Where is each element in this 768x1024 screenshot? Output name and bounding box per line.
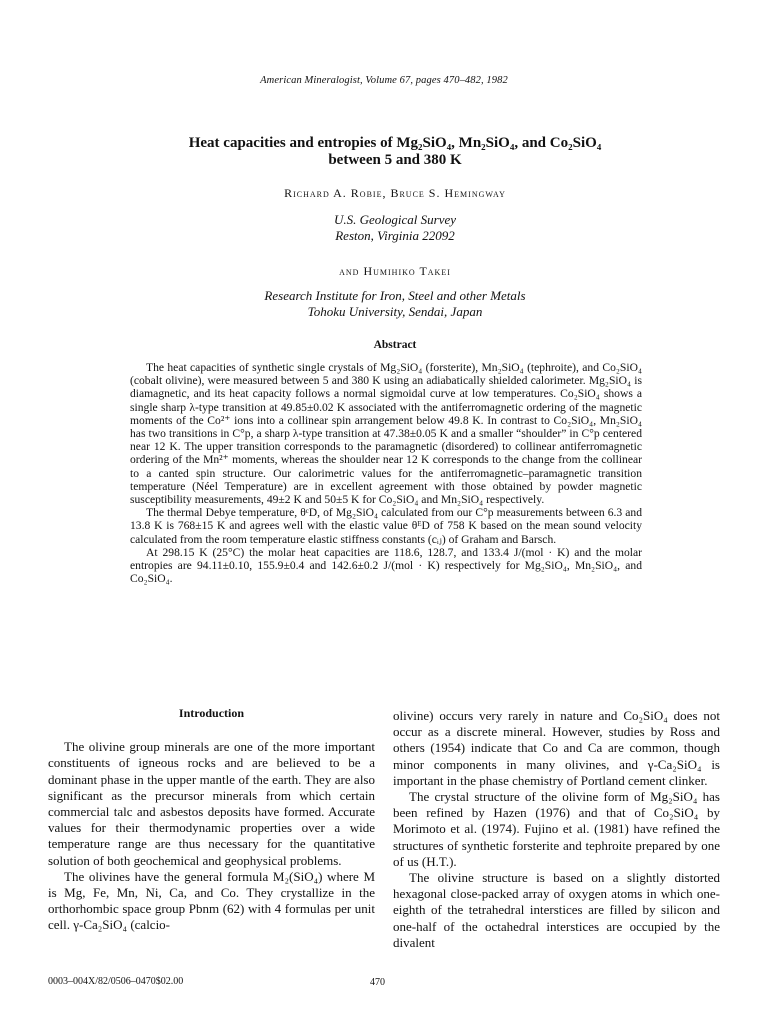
body-paragraph: olivine) occurs very rarely in nature and Co₂SiO₄ does not occur as a discrete mineral. However, studies by Ross and others (1954) indicate that Co and Ca are common, though minor components in many olivines, and γ-Ca₂SiO₄ is important in the phase chemistry of Portland cement clinker. bbox=[393, 708, 720, 788]
abstract-paragraph: The heat capacities of synthetic single crystals of Mg₂SiO₄ (forsterite), Mn₂SiO₄ (tephroite), and Co₂SiO₄ (cobalt olivine), were measured between 5 and 380 K using an adiabatically shielded calorimeter. Mg₂SiO₄ is diamagnetic, and its heat capacity follows a normal sigmoidal curve at low temperatures. Co₂SiO₄ shows a single sharp λ-type transition at 49.85±0.02 K associated with the antiferromagnetic ordering of the magnetic moments of the Co²⁺ ions into a collinear spin arrangement below 49.8 K. In contrast to Co₂SiO₄, Mn₂SiO₄ has two transitions in C°p, a sharp λ-type transition at 47.38±0.05 K and a smaller “shoulder” in C°p centered near 12 K. The upper transition corresponds to the paramagnetic (disordered) to collinear antiferromagnetic ordering of the Mn²⁺ moments, whereas the shoulder near 12 K corresponds to the change from the collinear to a canted spin structure. Our calorimetric values for the antiferromagnetic–paramagnetic transition temperature (Néel Temperature) are in excellent agreement with those obtained by powder magnetic susceptibility measurements, 49±2 K and 50±5 K for Co₂SiO₄ and Mn₂SiO₄ respectively. bbox=[130, 361, 642, 507]
affiliation-primary bbox=[0, 212, 768, 244]
abstract-heading: Abstract bbox=[373, 339, 417, 351]
title-line-2: between 5 and 380 K bbox=[328, 152, 462, 168]
body-paragraph: The olivine structure is based on a slightly distorted hexagonal close-packed array of oxygen atoms in which one-eighth of the tetrahedral interstices are filled by silicon and one-half of the octahedral interstices are occupied by the divalent bbox=[393, 870, 720, 950]
abstract-paragraph: At 298.15 K (25°C) the molar heat capacities are 118.6, 128.7, and 133.4 J/(mol · K) and the molar entropies are 94.11±0.10, 155.9±0.4 and 142.6±0.2 J/(mol · K) respectively for Mg₂SiO₄, Mn₂SiO₄, and Co₂SiO₄. bbox=[130, 545, 642, 586]
paper-title bbox=[100, 135, 690, 169]
title-line-1: Heat capacities and entropies of Mg₂SiO₄, Mn₂SiO₄, and Co₂SiO₄ bbox=[188, 135, 602, 151]
body-paragraph: The olivine group minerals are one of the more important constituents of igneous rocks and are believed to be a dominant phase in the upper mantle of the earth. They are also significant as the precursor minerals from which certain commercial talc and asbestos deposits have formed. Accurate values for their thermodynamic properties over a wide temperature range are thus necessary for the quantitative solution of both geochemical and geophysical problems. bbox=[48, 739, 375, 868]
affiliation-primary-line-2: Reston, Virginia 22092 bbox=[335, 228, 455, 243]
abstract-body bbox=[130, 361, 642, 585]
journal-header: American Mineralogist, Volume 67, pages 470–482, 1982 bbox=[260, 75, 508, 86]
affiliation-secondary-line-2: Tohoku University, Sendai, Japan bbox=[307, 304, 483, 319]
affiliation-secondary bbox=[0, 288, 768, 320]
affiliation-primary-line-1: U.S. Geological Survey bbox=[333, 212, 457, 227]
body-paragraph: The crystal structure of the olivine form of Mg₂SiO₄ has been refined by Hazen (1976) and that of Co₂SiO₄ by Morimoto et al. (1974). Fujino et al. (1981) have refined the structures of synthetic forsterite and tephroite prepared by one of us (H.T.). bbox=[393, 789, 720, 869]
left-column bbox=[48, 705, 375, 934]
footer-code: 0003–004X/82/0506–0470$02.00 bbox=[48, 976, 184, 987]
affiliation-secondary-line-1: Research Institute for Iron, Steel and other Metals bbox=[264, 288, 526, 303]
section-heading-introduction: Introduction bbox=[178, 706, 245, 720]
abstract-paragraph: The thermal Debye temperature, θᶜD, of Mg₂SiO₄ calculated from our C°p measurements between 6.3 and 13.8 K is 768±15 K and agrees well with the elastic value θᴱD of 758 K based on the mean sound velocity calculated from the room temperature elastic stiffness constants (cᵢⱼ) of Graham and Barsch. bbox=[130, 506, 642, 546]
right-column bbox=[393, 708, 720, 951]
author-names-secondary: and Humihiko Takei bbox=[339, 264, 451, 278]
body-paragraph: The olivines have the general formula M₂(SiO₄) where M is Mg, Fe, Mn, Ni, Ca, and Co. They crystallize in the orthorhombic space group Pbnm (62) with 4 formulas per unit cell. γ-Ca₂SiO₄ (calcio- bbox=[48, 868, 375, 933]
page-number: 470 bbox=[370, 977, 385, 988]
author-names-primary: Richard A. Robie, Bruce S. Hemingway bbox=[284, 186, 506, 200]
